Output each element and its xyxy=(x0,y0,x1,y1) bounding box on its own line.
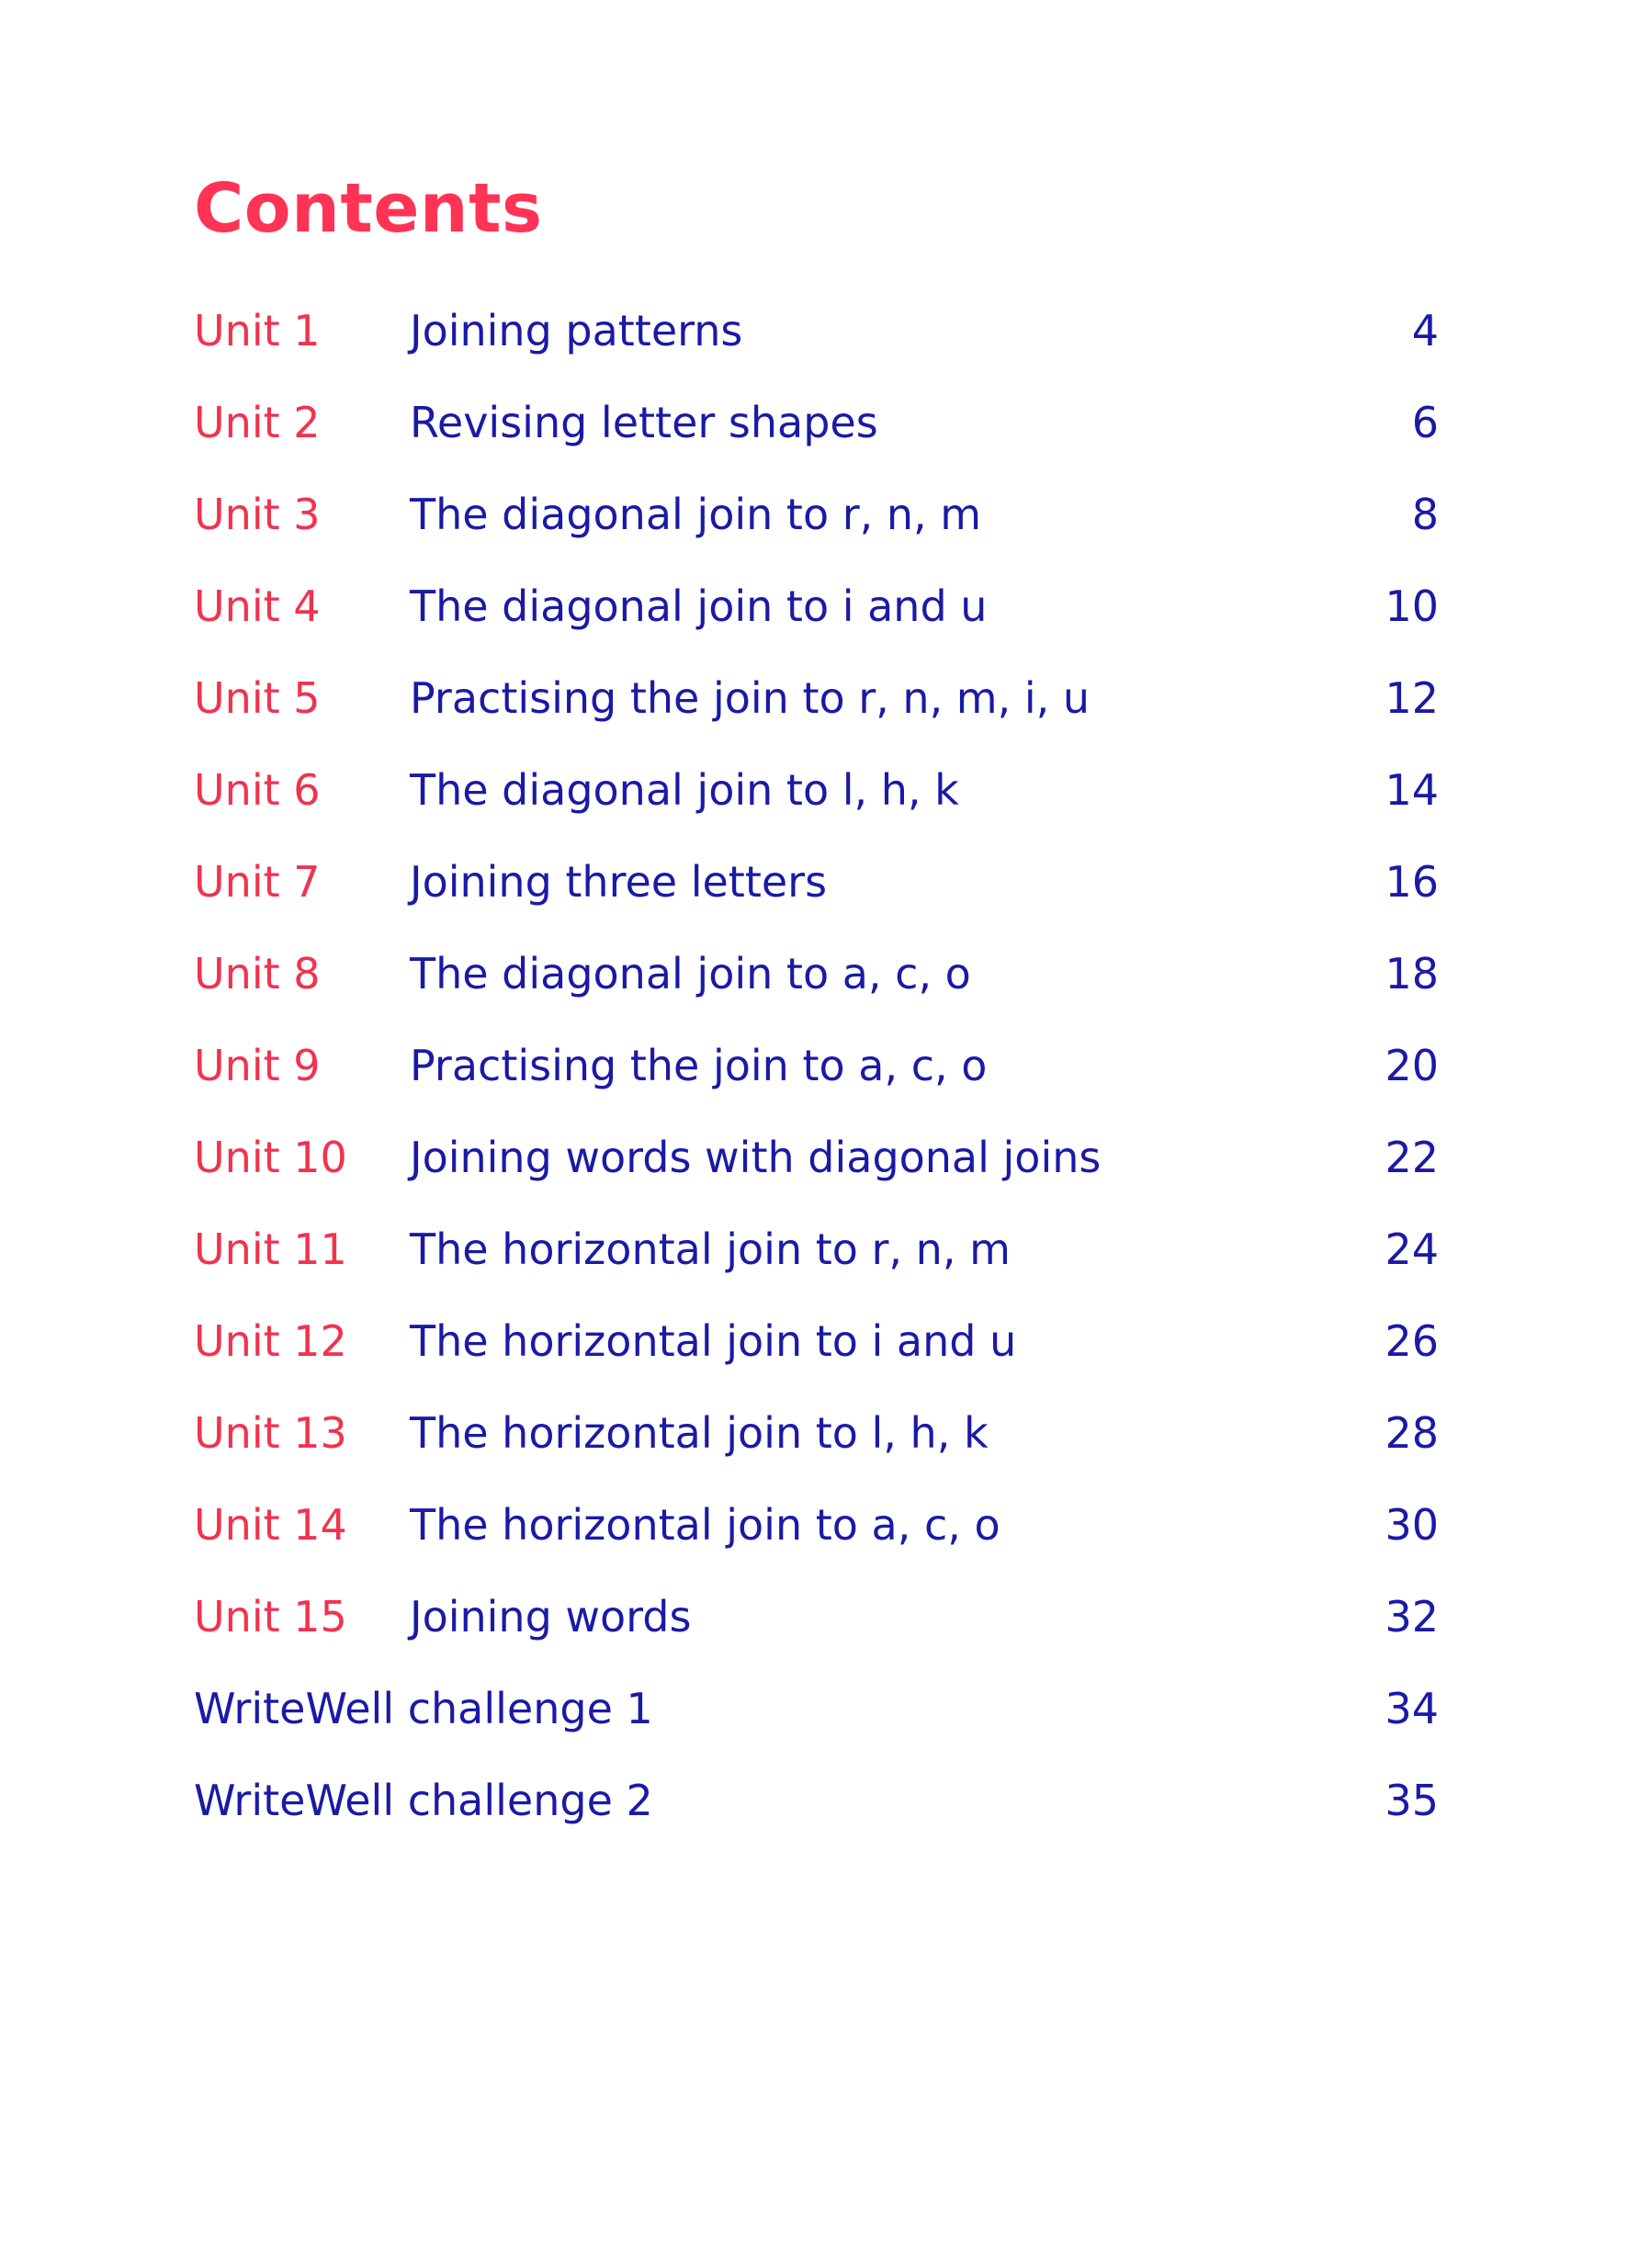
toc-row-unit-11[interactable] xyxy=(194,1203,1439,1295)
toc-row-unit-10[interactable] xyxy=(194,1111,1439,1203)
unit-title: The horizontal join to i and u xyxy=(410,1316,1017,1366)
unit-title: The diagonal join to i and u xyxy=(410,581,988,631)
page-number: 8 xyxy=(1411,490,1439,539)
page-number: 30 xyxy=(1385,1500,1439,1550)
page-number: 24 xyxy=(1385,1224,1439,1274)
toc-row-unit-4[interactable] xyxy=(194,560,1439,652)
unit-title: The diagonal join to r, n, m xyxy=(410,490,982,539)
toc-row-unit-2[interactable] xyxy=(194,377,1439,468)
toc-row-unit-15[interactable] xyxy=(194,1571,1439,1663)
page-number: 6 xyxy=(1411,398,1439,447)
page-number: 28 xyxy=(1385,1408,1439,1458)
unit-label: Unit 3 xyxy=(194,490,321,539)
unit-label: Unit 1 xyxy=(194,306,321,355)
unit-title: The horizontal join to l, h, k xyxy=(410,1408,989,1458)
challenge-title: WriteWell challenge 2 xyxy=(194,1776,653,1825)
page-number: 22 xyxy=(1385,1133,1439,1182)
unit-title: Joining patterns xyxy=(410,306,743,355)
page-number: 20 xyxy=(1385,1041,1439,1090)
page-number: 18 xyxy=(1385,949,1439,999)
unit-label: Unit 4 xyxy=(194,581,321,631)
unit-label: Unit 6 xyxy=(194,765,321,815)
unit-title: The horizontal join to a, c, o xyxy=(410,1500,1000,1550)
unit-title: Practising the join to a, c, o xyxy=(410,1041,988,1090)
page-number: 14 xyxy=(1385,765,1439,815)
unit-title: Revising letter shapes xyxy=(410,398,878,447)
toc-row-unit-8[interactable] xyxy=(194,928,1439,1020)
unit-title: Joining three letters xyxy=(410,857,828,907)
table-of-contents xyxy=(194,285,1439,1846)
page-number: 4 xyxy=(1411,306,1439,355)
unit-label: Unit 13 xyxy=(194,1408,347,1458)
unit-label: Unit 12 xyxy=(194,1316,347,1366)
unit-title: The horizontal join to r, n, m xyxy=(410,1224,1011,1274)
toc-row-unit-1[interactable] xyxy=(194,285,1439,377)
unit-title: Joining words with diagonal joins xyxy=(410,1133,1102,1182)
toc-row-unit-7[interactable] xyxy=(194,836,1439,928)
toc-row-challenge-2[interactable] xyxy=(194,1755,1439,1846)
page-number: 12 xyxy=(1385,673,1439,723)
unit-label: Unit 9 xyxy=(194,1041,321,1090)
toc-row-unit-12[interactable] xyxy=(194,1295,1439,1387)
page-number: 16 xyxy=(1385,857,1439,907)
unit-label: Unit 10 xyxy=(194,1133,347,1182)
unit-title: The diagonal join to l, h, k xyxy=(410,765,959,815)
toc-row-unit-13[interactable] xyxy=(194,1387,1439,1479)
unit-title: Joining words xyxy=(410,1592,692,1642)
unit-title: Practising the join to r, n, m, i, u xyxy=(410,673,1091,723)
unit-label: Unit 15 xyxy=(194,1592,347,1642)
page-number: 34 xyxy=(1385,1684,1439,1733)
toc-row-challenge-1[interactable] xyxy=(194,1663,1439,1755)
toc-row-unit-14[interactable] xyxy=(194,1479,1439,1571)
unit-label: Unit 14 xyxy=(194,1500,347,1550)
challenge-title: WriteWell challenge 1 xyxy=(194,1684,653,1733)
toc-row-unit-6[interactable] xyxy=(194,744,1439,836)
page-number: 35 xyxy=(1385,1776,1439,1825)
unit-label: Unit 8 xyxy=(194,949,321,999)
unit-title: The diagonal join to a, c, o xyxy=(410,949,971,999)
page-number: 26 xyxy=(1385,1316,1439,1366)
page-number: 32 xyxy=(1385,1592,1439,1642)
toc-row-unit-5[interactable] xyxy=(194,652,1439,744)
toc-row-unit-9[interactable] xyxy=(194,1020,1439,1111)
page-number: 10 xyxy=(1385,581,1439,631)
unit-label: Unit 2 xyxy=(194,398,321,447)
unit-label: Unit 11 xyxy=(194,1224,347,1274)
toc-row-unit-3[interactable] xyxy=(194,468,1439,560)
unit-label: Unit 5 xyxy=(194,673,321,723)
page-title: Contents xyxy=(194,169,543,248)
unit-label: Unit 7 xyxy=(194,857,321,907)
